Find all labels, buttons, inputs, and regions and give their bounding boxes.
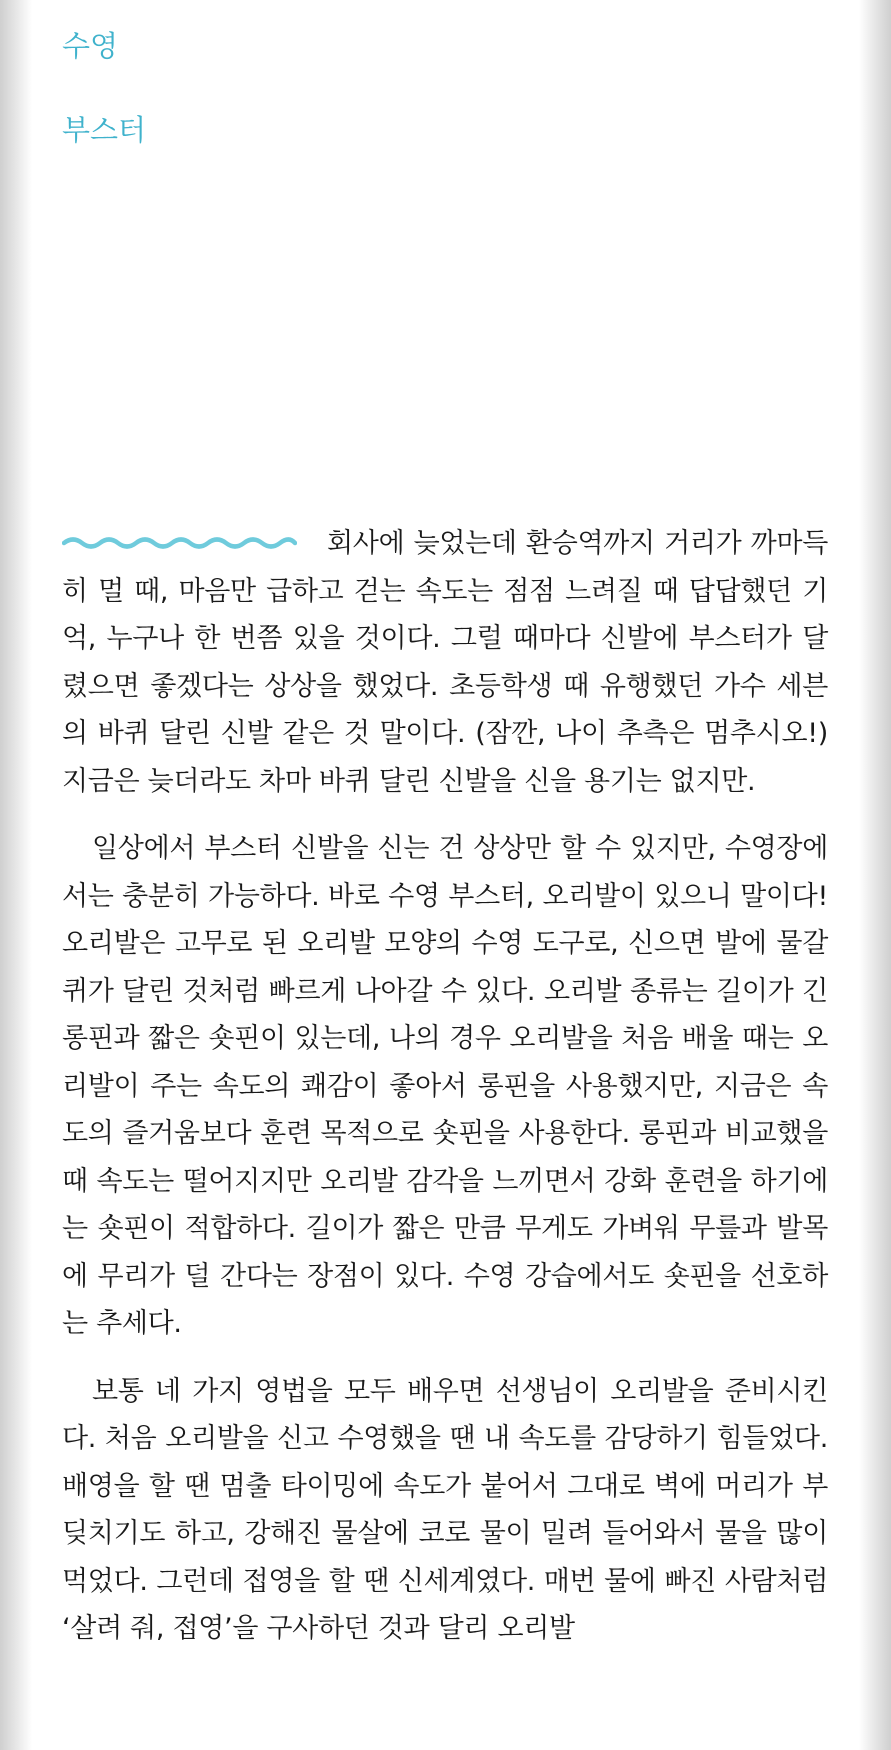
left-page-shadow xyxy=(0,0,32,1750)
paragraph-3 xyxy=(62,1368,828,1653)
paragraph-3-text: 보통 네 가지 영법을 모두 배우면 선생님이 오리발을 준비시킨다. 처음 오리발을 신고 수영했을 땐 내 속도를 감당하기 힘들었다. 배영을 할 땐 멈출 타이밍에 속도가 붙어서 그대로 벽에 머리가 부딪치기도 하고, 강해진 물살에 코로 물이 밀려 들어와서 물을 많이 먹었다. 그런데 접영을 할 땐 신세계였다. 매번 물에 빠진 사람처럼 ‘살려 줘, 접영’을 구사하던 것과 달리 오리발 xyxy=(62,1375,828,1644)
chapter-title-line-2: 부스터 xyxy=(62,113,147,147)
article-body xyxy=(62,520,828,1673)
paragraph-2-text: 일상에서 부스터 신발을 신는 건 상상만 할 수 있지만, 수영장에서는 충분히 가능하다. 바로 수영 부스터, 오리발이 있으니 말이다! 오리발은 고무로 된 오리발 모양의 수영 도구로, 신으면 발에 물갈퀴가 달린 것처럼 빠르게 나아갈 수 있다. 오리발 종류는 길이가 긴 롱핀과 짧은 숏핀이 있는데, 나의 경우 오리발을 처음 배울 때는 오리발이 주는 속도의 쾌감이 좋아서 롱핀을 사용했지만, 지금은 속도의 즐거움보다 훈련 목적으로 숏핀을 사용한다. 롱핀과 비교했을 때 속도는 떨어지지만 오리발 감각을 느끼면서 강화 훈련을 하기에는 숏핀이 적합하다. 길이가 짧은 만큼 무게도 가벼워 무릎과 발목에 무리가 덜 간다는 장점이 있다. 수영 강습에서도 숏핀을 선호하는 추세다. xyxy=(62,833,828,1339)
paragraph-1 xyxy=(62,520,828,805)
chapter-title-line-1: 수영 xyxy=(62,29,119,63)
right-page-shadow xyxy=(859,0,891,1750)
wave-icon xyxy=(62,531,297,555)
paragraph-1-text: 회사에 늦었는데 환승역까지 거리가 까마득히 멀 때, 마음만 급하고 걷는 속도는 점점 느려질 때 답답했던 기억, 누구나 한 번쯤 있을 것이다. 그럴 때마다 신발에 부스터가 달렸으면 좋겠다는 상상을 했었다. 초등학생 때 유행했던 가수 세븐의 바퀴 달린 신발 같은 것 말이다. (잠깐, 나이 추측은 멈추시오!) 지금은 늦더라도 차마 바퀴 달린 신발을 신을 용기는 없지만. xyxy=(62,528,828,797)
paragraph-2 xyxy=(62,825,828,1348)
